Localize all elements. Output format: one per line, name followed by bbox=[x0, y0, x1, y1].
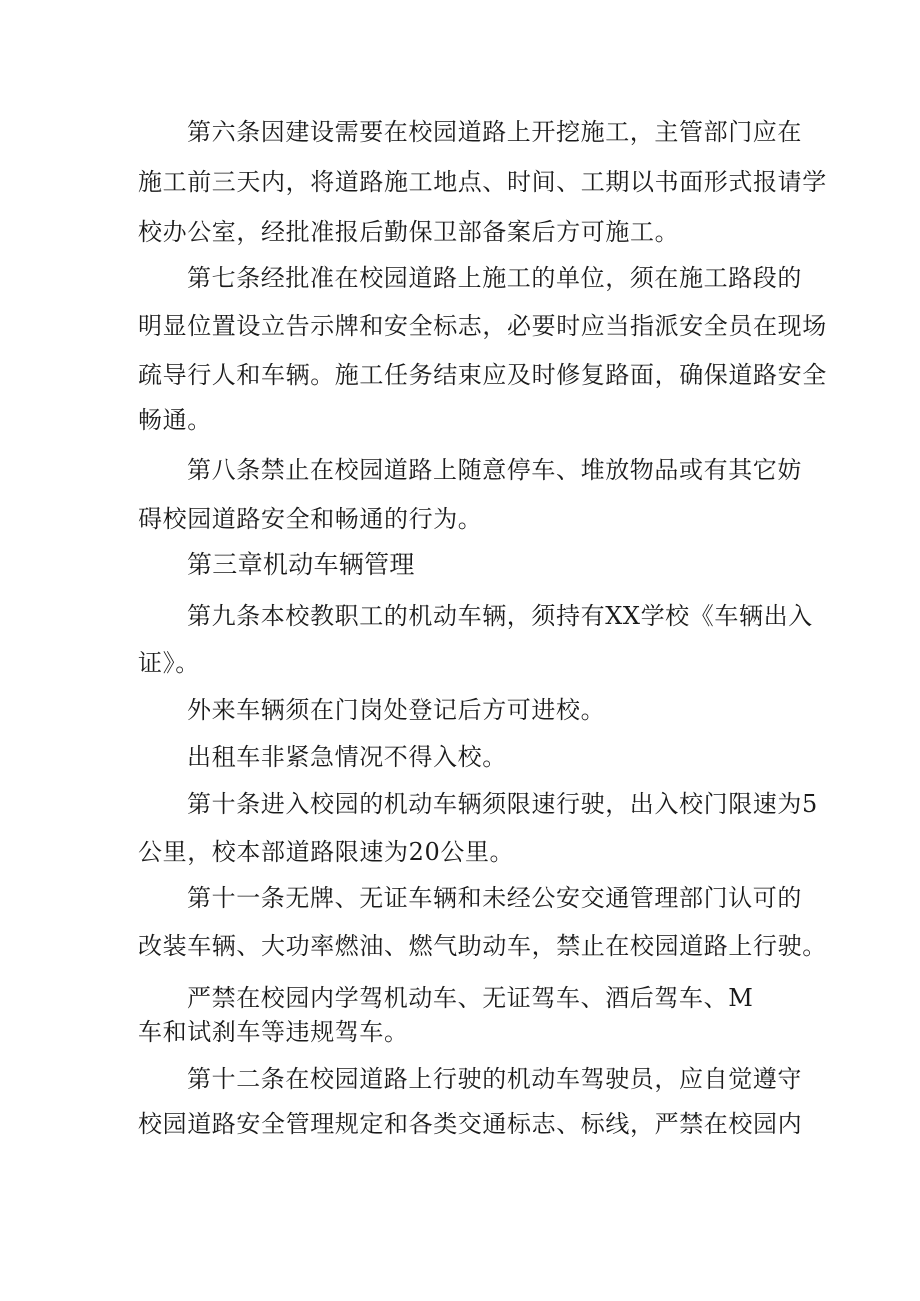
text-line: 校办公室，经批准报后勤保卫部备案后方可施工。 bbox=[138, 218, 680, 246]
text-line: 改装车辆、大功率燃油、燃气助动车，禁止在校园道路上行驶。 bbox=[138, 932, 827, 960]
text-line: 第八条禁止在校园道路上随意停车、堆放物品或有其它妨 bbox=[187, 456, 802, 484]
text-line: 第十条进入校园的机动车辆须限速行驶，出入校门限速为5 bbox=[187, 790, 818, 818]
text-line: 第十一条无牌、无证车辆和未经公安交通管理部门认可的 bbox=[187, 884, 802, 912]
text-line: 碍校园道路安全和畅通的行为。 bbox=[138, 505, 483, 533]
text-line: 施工前三天内，将道路施工地点、时间、工期以书面形式报请学 bbox=[138, 168, 827, 196]
text-line: 校园道路安全管理规定和各类交通标志、标线，严禁在校园内 bbox=[138, 1110, 803, 1138]
text-line: 疏导行人和车辆。施工任务结束应及时修复路面，确保道路安全 bbox=[138, 361, 827, 389]
text-line: 出租车非紧急情况不得入校。 bbox=[187, 743, 507, 771]
text-line: 明显位置设立告示牌和安全标志，必要时应当指派安全员在现场 bbox=[138, 312, 827, 340]
text-line: 第十二条在校园道路上行驶的机动车驾驶员，应自觉遵守 bbox=[187, 1065, 802, 1093]
text-line: 第九条本校教职工的机动车辆，须持有XX学校《车辆出入 bbox=[187, 602, 813, 630]
text-line: 外来车辆须在门岗处登记后方可进校。 bbox=[187, 696, 606, 724]
text-line: 严禁在校园内学驾机动车、无证驾车、酒后驾车、M bbox=[187, 984, 754, 1012]
text-line: 证》。 bbox=[138, 649, 200, 677]
chapter-heading: 第三章机动车辆管理 bbox=[187, 550, 415, 579]
text-line: 第六条因建设需要在校园道路上开挖施工，主管部门应在 bbox=[187, 118, 802, 146]
text-line: 第七条经批准在校园道路上施工的单位，须在施工路段的 bbox=[187, 264, 802, 292]
text-line: 公里，校本部道路限速为20公里。 bbox=[138, 838, 515, 866]
text-line: 畅通。 bbox=[138, 406, 212, 434]
text-line: 车和试刹车等违规驾车。 bbox=[138, 1018, 409, 1046]
